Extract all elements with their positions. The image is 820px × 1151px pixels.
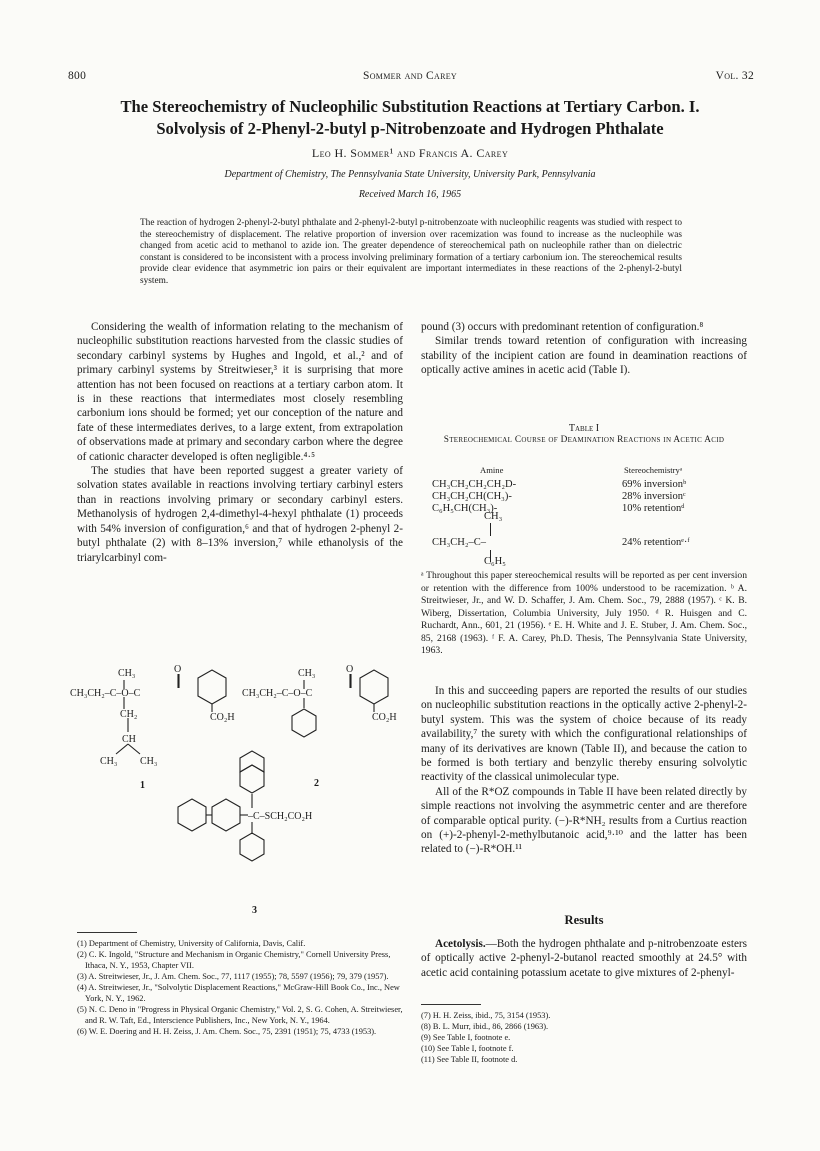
paragraph: The studies that have been reported suggest a greater variety of solvation states available in reactions involving tertiary carbinyl esters than in reactions involving primary or secondary carbinyl esters. Methanolysis of hydrogen 2,4-dimethyl-4-hexyl phthalate (1) proceeds with 54% inversion of configuration,⁶ and that of hydrogen 2-phenyl 2-butyl phthalate (2) with 8–13% inversion,⁷ while ethanolysis of the triarylcarbinyl com- [77, 465, 403, 564]
struct1-ch3b: CH₃ [140, 756, 158, 767]
acetolysis-text: —Both the hydrogen phthalate and p-nitrobenzoate esters of optically active 2-phenyl-2-butanol reacted smoothly at 24.5° with acetic acid containing potassium acetate to give mixtures of 2-phenyl- [421, 938, 747, 979]
struct1-ch2: CH₂ [120, 709, 138, 720]
struct2-o: O [346, 664, 354, 675]
table-cell-result: 69% inversionᵇ [622, 479, 687, 490]
table-struct-c6h5: C₆H₅ [484, 556, 506, 567]
struct1-co2h: CO₂H [210, 712, 235, 723]
paragraph: All of the R*OZ compounds in Table II have been related directly by simple reactions not involving the asymmetric center and are therefore of comparable optical purity. (−)-R*NH₂ results from a Curtius reaction on (+)-2-phenyl-2-methylbutanoic acid,⁹·¹⁰ and the latter has been related to (−)-R*OH.¹¹ [421, 785, 747, 856]
phenyl-ring-2 [292, 709, 316, 737]
struct1-ch3: CH₃ [118, 668, 136, 679]
left-column-body [77, 320, 403, 565]
footnote: (2) C. K. Ingold, "Structure and Mechanism in Organic Chemistry," Cornell University Press, Ithaca, N. Y., 1953, Chapter VII. [77, 950, 391, 970]
table-footnote: ᵃ Throughout this paper stereochemical results will be reported as per cent inversion or retention with the difference from 100% understood to be racemization. ᵇ A. Streitwieser, Jr., and W. D. Schaffer, J. Am. Chem. Soc., 79, 2888 (1957). ᶜ K. B. Wiberg, Dissertation, Columbia University, July 1950. ᵈ R. Huisgen and C. Ruchardt, Ann., 601, 21 (1956). ᵉ E. H. White and J. E. Stuber, J. Am. Chem. Soc., 85, 2168 (1963). ᶠ F. A. Carey, Ph.D. Thesis, The Pennsylvania State University, 1963. [421, 570, 747, 656]
footnote: (3) A. Streitwieser, Jr., J. Am. Chem. Soc., 77, 1117 (1955); 78, 5597 (1956); 79, 379 (1957). [77, 972, 389, 981]
bond-line [116, 744, 128, 754]
footnote: (1) Department of Chemistry, University of California, Davis, Calif. [77, 939, 306, 948]
struct1-ch: CH [122, 734, 136, 745]
table-caption: Stereochemical Course of Deamination Reactions in Acetic Acid [443, 435, 725, 445]
phenyl-ring-3b [212, 799, 240, 831]
right-column-body [421, 320, 747, 378]
paragraph: In this and succeeding papers are reported the results of our studies on nucleophilic substitution reactions in the optically active 2-phenyl-2-butyl system. This was the system of choice because of its ready availability,⁷ the surety with which the configurational relationships of many of its derivatives are known (Table II), and because the cation to be formed is both tertiary and benzylic thereby ensuring solvolytic reactivity of the classical unimolecular type. [421, 685, 747, 784]
footnotes-left [77, 938, 403, 1037]
struct2-co2h: CO₂H [372, 712, 397, 723]
paper-title [30, 96, 790, 140]
results-heading: Results [564, 913, 604, 927]
bond-line [128, 744, 140, 754]
struct2-main: CH₃CH₂–C–O–C [242, 688, 313, 699]
benzene-ring-2 [360, 670, 388, 704]
table-cell-amine: CH₃CH₂CH₂CH₂D- [432, 479, 517, 490]
table-struct-ch3: CH₃ [484, 511, 503, 522]
table-cell-amine: CH₃CH₂–C– [432, 537, 486, 548]
struct3-main: –C–SCH₂CO₂H [248, 811, 313, 822]
page-number: 800 [68, 70, 87, 82]
table-label: Table I [568, 423, 600, 434]
phenyl-ring-3c [240, 833, 264, 861]
received-date: Received March 16, 1965 [358, 189, 462, 200]
naphthyl-ring-a [240, 765, 264, 793]
footnote: (7) H. H. Zeiss, ibid., 75, 3154 (1953). [421, 1011, 551, 1020]
footnote-rule [77, 932, 137, 933]
chemical-structures [60, 660, 420, 928]
structure-label-1: 1 [140, 780, 145, 791]
affiliation: Department of Chemistry, The Pennsylvania State University, University Park, Pennsylvania [224, 169, 596, 180]
struct2-ch3: CH₃ [298, 668, 316, 679]
naphthyl-ring-b [240, 751, 264, 772]
table-cell-result: 10% retentionᵈ [622, 503, 685, 514]
footnote: (11) See Table II, footnote d. [421, 1055, 518, 1064]
author-list: Leo H. Sommer¹ and Francis A. Carey [311, 146, 509, 160]
acetolysis-label: Acetolysis. [435, 938, 486, 950]
right-column-body-2 [421, 684, 747, 857]
structure-label-2: 2 [314, 778, 319, 789]
paragraph: Similar trends toward retention of configuration with increasing stability of the incipient cation are found in deamination reactions of optically active amines in acetic acid (Table I). [421, 335, 747, 377]
footnote: (4) A. Streitwieser, Jr., "Solvolytic Displacement Reactions," McGraw-Hill Book Co., Inc., New York, N. Y., 1962. [77, 983, 400, 1003]
title-line-2: Solvolysis of 2-Phenyl-2-butyl p-Nitrobenzoate and Hydrogen Phthalate [156, 119, 664, 138]
footnote-rule [421, 1004, 481, 1005]
footnotes-right [421, 1010, 747, 1065]
table-cell-amine: C₆H₅CH(CH₃)- [432, 503, 498, 514]
table-cell-result: 24% retentionᵉ·ᶠ [622, 537, 690, 548]
footnote: (10) See Table I, footnote f. [421, 1044, 514, 1053]
table-cell-amine: CH₃CH₂CH(CH₃)- [432, 491, 512, 502]
paragraph: pound (3) occurs with predominant retention of configuration.⁸ [421, 321, 704, 333]
footnote: (8) B. L. Murr, ibid., 86, 2866 (1963). [421, 1022, 549, 1031]
phenyl-ring-3a [178, 799, 206, 831]
struct1-o: O [174, 664, 182, 675]
footnote: (5) N. C. Deno in "Progress in Physical Organic Chemistry," Vol. 2, S. G. Cohen, A. Streitwieser, and R. W. Taft, Ed., Interscience Publishers, Inc., New York, N. Y., 1964. [77, 1005, 403, 1025]
table-header-stereochem: Stereochemistryᵃ [624, 465, 683, 475]
footnote: (6) W. E. Doering and H. H. Zeiss, J. Am. Chem. Soc., 75, 2391 (1951); 75, 4733 (1953). [77, 1027, 377, 1036]
abstract: The reaction of hydrogen 2-phenyl-2-butyl phthalate and 2-phenyl-2-butyl p-nitrobenzoate with nucleophilic reagents was studied with respect to the stereochemistry of displacement. The relative proportion of inversion over racemization was found to increase as the nucleophile was changed from acetic acid to methanol to azide ion. The greater dependence of stereochemical path on nucleophile rather than on dielectric constant is considered to be inconsistent with a process involving preliminary formation of a tertiary carbonium ion. The stereochemical results provide clear evidence that asymmetric ion pairs or their equivalent are important intermediates in these reactions of the 2-phenyl-2-butyl system. [140, 218, 682, 286]
title-line-1: The Stereochemistry of Nucleophilic Substitution Reactions at Tertiary Carbon. I. [120, 97, 700, 116]
structure-label-3: 3 [252, 905, 257, 916]
struct1-main: CH₃CH₂–C–O–C [70, 688, 141, 699]
struct1-ch3a: CH₃ [100, 756, 118, 767]
bond-line [490, 523, 491, 536]
running-header-authors: Sommer and Carey [363, 70, 457, 82]
table-header-amine: Amine [480, 465, 504, 475]
acetolysis-paragraph [421, 937, 747, 980]
table-cell-result: 28% inversionᶜ [622, 491, 686, 502]
benzene-ring-1 [198, 670, 226, 704]
paragraph: Considering the wealth of information relating to the mechanism of nucleophilic substitution reactions harvested from the classic studies of secondary carbinyl systems by Hughes and Ingold, et al.,² and of primary carbinyl systems by Streitwieser,³ it is surprising that more attention has not been focused on reactions at a tertiary carbon atom. It is in these reactions that intermediates most closely resembling carbonium ions should be formed; yet our conception of the nature and fate of these intermediates derives, to a large extent, from extrapolation of observations made at primary and secondary carbon where the degree of cationic character developed is often negligible.⁴·⁵ [77, 321, 403, 463]
footnote: (9) See Table I, footnote e. [421, 1033, 511, 1042]
volume-number: Vol. 32 [715, 70, 754, 82]
